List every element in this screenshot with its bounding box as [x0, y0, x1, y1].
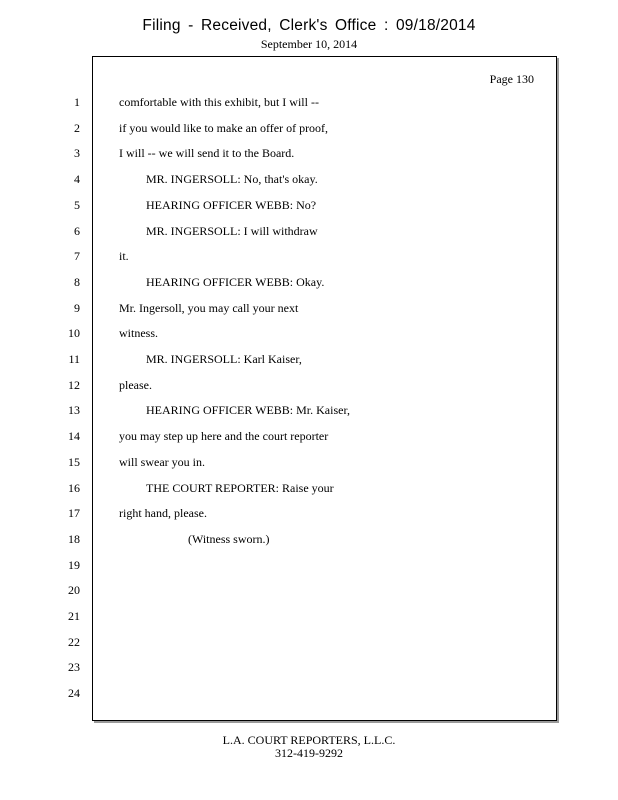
line-text: comfortable with this exhibit, but I will -- — [119, 95, 319, 109]
line-number: 2 — [74, 121, 80, 135]
line-text: MR. INGERSOLL: No, that's okay. — [146, 172, 318, 186]
line-number: 7 — [74, 249, 80, 263]
line-number: 6 — [74, 224, 80, 238]
line-number: 5 — [74, 198, 80, 212]
line-number: 23 — [68, 660, 80, 674]
line-text: MR. INGERSOLL: I will withdraw — [146, 224, 318, 238]
line-text: THE COURT REPORTER: Raise your — [146, 481, 334, 495]
line-text: please. — [119, 378, 152, 392]
line-text: you may step up here and the court reporter — [119, 429, 329, 443]
line-text: if you would like to make an offer of proof, — [119, 121, 329, 135]
line-number: 9 — [74, 301, 80, 315]
line-text: HEARING OFFICER WEBB: Mr. Kaiser, — [146, 403, 350, 417]
line-text: right hand, please. — [119, 506, 207, 520]
line-text: HEARING OFFICER WEBB: No? — [146, 198, 317, 212]
page-number: Page 130 — [489, 72, 534, 86]
line-text: will swear you in. — [119, 455, 205, 469]
filing-stamp: Filing - Received, Clerk's Office : 09/18/2014 — [142, 17, 476, 34]
line-text: it. — [119, 249, 129, 263]
line-text: witness. — [119, 326, 158, 340]
line-text: HEARING OFFICER WEBB: Okay. — [146, 275, 325, 289]
line-number: 18 — [68, 532, 80, 546]
line-number: 12 — [68, 378, 80, 392]
footer-phone: 312-419-9292 — [275, 746, 343, 760]
line-number: 8 — [74, 275, 80, 289]
line-text: MR. INGERSOLL: Karl Kaiser, — [146, 352, 302, 366]
line-number: 15 — [68, 455, 80, 469]
line-number: 13 — [68, 403, 80, 417]
line-number: 4 — [74, 172, 80, 186]
line-text: (Witness sworn.) — [188, 532, 270, 546]
line-number: 1 — [74, 95, 80, 109]
line-number: 10 — [68, 326, 80, 340]
line-text: Mr. Ingersoll, you may call your next — [119, 301, 299, 315]
line-number: 11 — [68, 352, 80, 366]
line-number: 21 — [68, 609, 80, 623]
line-number: 14 — [68, 429, 80, 443]
line-number: 19 — [68, 558, 80, 572]
line-number: 16 — [68, 481, 80, 495]
line-number: 24 — [68, 686, 80, 700]
line-text: I will -- we will send it to the Board. — [119, 146, 295, 160]
footer-company: L.A. COURT REPORTERS, L.L.C. — [222, 733, 396, 747]
line-number: 3 — [74, 146, 80, 160]
transcript-date: September 10, 2014 — [260, 37, 358, 51]
line-number: 17 — [68, 506, 80, 520]
line-number: 20 — [68, 583, 80, 597]
line-number: 22 — [68, 635, 80, 649]
